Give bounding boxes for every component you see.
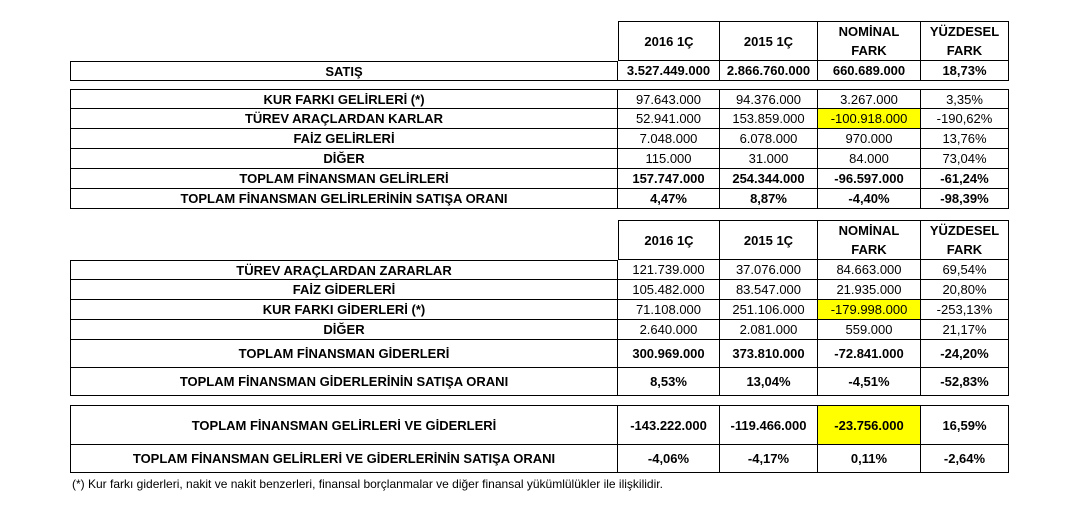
row-v2: 37.076.000 xyxy=(720,260,818,280)
col-percent-header xyxy=(921,21,1009,61)
row-v3: 21.935.000 xyxy=(818,280,921,300)
ratio-row xyxy=(70,189,1009,209)
row-v3-highlighted: -100.918.000 xyxy=(818,109,921,129)
expense-table xyxy=(70,220,1009,396)
col-percent-header xyxy=(921,220,1009,260)
row-v2: 31.000 xyxy=(720,149,818,169)
row-v2: -119.466.000 xyxy=(720,405,818,445)
row-v3: -72.841.000 xyxy=(818,340,921,368)
col-percent-line1: YÜZDESEL xyxy=(929,24,1000,39)
row-v1: 121.739.000 xyxy=(618,260,720,280)
row-v2: 251.106.000 xyxy=(720,300,818,320)
col-2016-header: 2016 1Ç xyxy=(618,21,720,61)
ratio-row xyxy=(70,368,1009,396)
col-percent-line2: FARK xyxy=(946,242,983,257)
col-nominal-header xyxy=(818,220,921,260)
table-row xyxy=(70,89,1009,109)
row-v2: 254.344.000 xyxy=(720,169,818,189)
row-label: TOPLAM FİNANSMAN GİDERLERİNİN SATIŞA ORANI xyxy=(70,368,618,396)
row-v1: 97.643.000 xyxy=(618,89,720,109)
row-label: TÜREV ARAÇLARDAN ZARARLAR xyxy=(70,260,618,280)
row-label: DİĞER xyxy=(70,149,618,169)
row-v4: 21,17% xyxy=(921,320,1009,340)
row-v1: 115.000 xyxy=(618,149,720,169)
row-v4: -24,20% xyxy=(921,340,1009,368)
row-v1: 157.747.000 xyxy=(618,169,720,189)
row-v2: 2.081.000 xyxy=(720,320,818,340)
row-v1: 300.969.000 xyxy=(618,340,720,368)
row-label: TÜREV ARAÇLARDAN KARLAR xyxy=(70,109,618,129)
total-row xyxy=(70,340,1009,368)
row-v1: -4,06% xyxy=(618,445,720,473)
row-v4: 73,04% xyxy=(921,149,1009,169)
row-v1: 52.941.000 xyxy=(618,109,720,129)
col-2016-header: 2016 1Ç xyxy=(618,220,720,260)
row-label: TOPLAM FİNANSMAN GELİRLERİNİN SATIŞA ORANI xyxy=(70,189,618,209)
satis-v3: 660.689.000 xyxy=(818,61,921,81)
row-v4: 69,54% xyxy=(921,260,1009,280)
row-label: TOPLAM FİNANSMAN GİDERLERİ xyxy=(70,340,618,368)
table-row xyxy=(70,149,1009,169)
row-label: KUR FARKI GİDERLERİ (*) xyxy=(70,300,618,320)
row-label: FAİZ GELİRLERİ xyxy=(70,129,618,149)
row-v2: -4,17% xyxy=(720,445,818,473)
satis-v2: 2.866.760.000 xyxy=(720,61,818,81)
row-label: TOPLAM FİNANSMAN GELİRLERİ xyxy=(70,169,618,189)
col-nominal-header xyxy=(818,21,921,61)
header-row xyxy=(70,21,1009,61)
row-v3: -96.597.000 xyxy=(818,169,921,189)
row-v3: -4,51% xyxy=(818,368,921,396)
row-v3: 84.663.000 xyxy=(818,260,921,280)
row-v4: -253,13% xyxy=(921,300,1009,320)
row-v3: -4,40% xyxy=(818,189,921,209)
col-nominal-line1: NOMİNAL xyxy=(838,24,900,39)
row-v4: 13,76% xyxy=(921,129,1009,149)
row-v2: 8,87% xyxy=(720,189,818,209)
row-v1: 7.048.000 xyxy=(618,129,720,149)
table-row xyxy=(70,320,1009,340)
row-v4: 16,59% xyxy=(921,405,1009,445)
row-v1: 105.482.000 xyxy=(618,280,720,300)
row-v2: 6.078.000 xyxy=(720,129,818,149)
col-2015-header: 2015 1Ç xyxy=(720,220,818,260)
col-percent-line2: FARK xyxy=(946,43,983,58)
row-v3: 0,11% xyxy=(818,445,921,473)
row-v2: 153.859.000 xyxy=(720,109,818,129)
row-label: TOPLAM FİNANSMAN GELİRLERİ VE GİDERLERİNİN SATIŞA ORANI xyxy=(70,445,618,473)
row-v4: -98,39% xyxy=(921,189,1009,209)
row-v2: 94.376.000 xyxy=(720,89,818,109)
row-v4: -190,62% xyxy=(921,109,1009,129)
satis-row xyxy=(70,61,1009,81)
row-v2: 13,04% xyxy=(720,368,818,396)
col-nominal-line2: FARK xyxy=(851,43,887,58)
satis-label: SATIŞ xyxy=(70,61,618,81)
header-row xyxy=(70,220,1009,260)
col-percent-line1: YÜZDESEL xyxy=(929,223,1000,238)
table-row xyxy=(70,260,1009,280)
row-v3-highlighted: -23.756.000 xyxy=(818,405,921,445)
table-row xyxy=(70,280,1009,300)
row-label: DİĞER xyxy=(70,320,618,340)
col-2015-header: 2015 1Ç xyxy=(720,21,818,61)
table-row xyxy=(70,300,1009,320)
row-label: KUR FARKI GELİRLERİ (*) xyxy=(70,89,618,109)
footnote: (*) Kur farkı giderleri, nakit ve nakit benzerleri, finansal borçlanmalar ve diğer finansal yükümlülükler ile ilişkilidir. xyxy=(72,477,663,491)
row-v2: 83.547.000 xyxy=(720,280,818,300)
table-row xyxy=(70,109,1009,129)
satis-v4: 18,73% xyxy=(921,61,1009,81)
row-v4: 20,80% xyxy=(921,280,1009,300)
row-v3: 3.267.000 xyxy=(818,89,921,109)
total-row xyxy=(70,169,1009,189)
row-v3: 559.000 xyxy=(818,320,921,340)
table-row xyxy=(70,129,1009,149)
satis-v1: 3.527.449.000 xyxy=(618,61,720,81)
grand-ratio-row xyxy=(70,445,1009,473)
row-v2: 373.810.000 xyxy=(720,340,818,368)
row-label: FAİZ GİDERLERİ xyxy=(70,280,618,300)
row-v3-highlighted: -179.998.000 xyxy=(818,300,921,320)
income-table xyxy=(70,89,1009,209)
grand-total-row xyxy=(70,405,1009,445)
sales-table xyxy=(70,21,1009,81)
row-v1: -143.222.000 xyxy=(618,405,720,445)
row-v4: 3,35% xyxy=(921,89,1009,109)
row-v1: 8,53% xyxy=(618,368,720,396)
row-label: TOPLAM FİNANSMAN GELİRLERİ VE GİDERLERİ xyxy=(70,405,618,445)
summary-table xyxy=(70,405,1009,473)
col-nominal-line2: FARK xyxy=(851,242,887,257)
row-v1: 4,47% xyxy=(618,189,720,209)
row-v3: 970.000 xyxy=(818,129,921,149)
col-nominal-line1: NOMİNAL xyxy=(838,223,900,238)
row-v4: -52,83% xyxy=(921,368,1009,396)
row-v4: -61,24% xyxy=(921,169,1009,189)
row-v1: 2.640.000 xyxy=(618,320,720,340)
row-v1: 71.108.000 xyxy=(618,300,720,320)
row-v3: 84.000 xyxy=(818,149,921,169)
row-v4: -2,64% xyxy=(921,445,1009,473)
